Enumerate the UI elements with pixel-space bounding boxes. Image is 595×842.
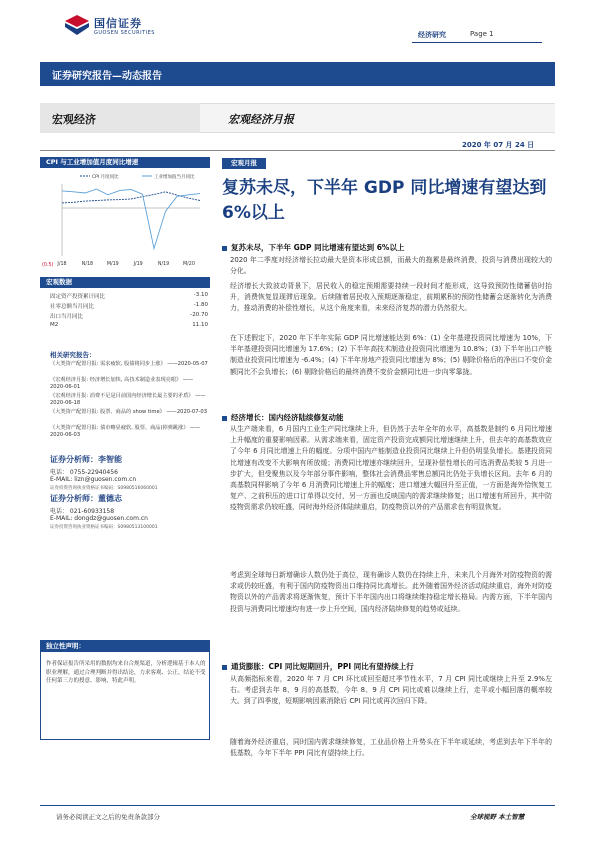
x-tick-label: N/19 [157,262,170,267]
macro-row: M2 11.10 [50,322,208,328]
related-report-item[interactable]: 《宏观经济月报: 消费不足是目前国内经济增长最主要的矛盾》 ——2020-06-18 [50,393,206,406]
section-1-paragraph-2: 经济增长大致波动背景下，居民收入的稳定预期需要持续一段时间才能形成，这导致预防性储蓄倍时抬升，消费恢复显现滞后现象。后续随着居民收入预期逐渐稳定，前期累积的预防性储蓄会逐渐转化为消费力，推动消费的补偿性增长，从这个角度来看，未来经济复苏的潜力仍然很大。 [230,282,552,313]
category-label: 宏观经济 [52,113,96,126]
cpi-industry-chart [40,170,210,268]
section-3-paragraph-1: 从高频指标来看，2020 年 7 月 CPI 环比或回至超过季节性水平，7 月 CPI 同比或继续上升至 2.9%左右。考虑到去年 8、9 月的高基数，今年 8、9 月 CPI 同比或难以继续上行，走平或小幅回落的概率较大。到了四季度，短期影响因素消除后 CPI 同比或再次回归下降。 [230,675,552,706]
bullet-square-icon [222,246,227,251]
bullet-square-icon [222,416,227,421]
chart-title-bar [40,157,210,168]
macro-row: 固定资产投资累计同比 -3.10 [50,292,208,300]
related-report-item[interactable]: 《大类资产配置月报: 股票、商品的 show time》 ——2020-07-03 [50,409,207,415]
logo-text-cn: 国信证券 [94,17,142,30]
report-tag: 宏观月报 [222,158,266,169]
macro-title-bar [40,277,210,288]
analyst-2-email[interactable]: E-MAIL: dongdz@guosen.com.cn [50,515,148,522]
related-report-item[interactable]: 《大类资产配置月报: 需求疲软, 股债将同步上涨》 ——2020-05-07 [50,361,208,367]
section-3-heading: 通货膨胀：CPI 同比短期回升，PPI 同比有望持续上行 [222,661,414,672]
guosen-logo-icon [64,14,90,36]
section-1-paragraph-1: 2020 年二季度对经济增长拉动最大是资本形成总额，而最大的拖累是最终消费，投资与消费出现较大的分化。 [230,256,552,276]
x-tick-label: J/19 [133,262,143,267]
independence-statement-text: 作者保证报告所采用的数据均来自合规渠道，分析逻辑基于本人的职业理解，通过合理判断并得出结论，力求客观、公正，结论不受任何第三方的授意、影响，特此声明。 [46,661,206,684]
series-line [62,189,200,248]
y-tick-label: (0.5) [42,263,54,268]
analyst-1-license: 证券投资咨询执业资格证书编码：S0980516060001 [50,486,158,491]
header-tag: 经济研究 [418,31,446,39]
macro-row: 出口当月同比 -20.70 [50,312,208,320]
report-date: 2020 年 07 月 24 日 [462,141,535,149]
date-rule [40,150,555,151]
related-report-item[interactable]: 《大类资产配置月报: 债市略显疲软, 股票、商品(掉弹跳涨》 ——2020-06-03 [50,425,201,438]
report-type-text: 证券研究报告—动态报告 [52,71,162,82]
section-2-paragraph-1: 从生产端来看，6 月国内工业生产同比继续上升，但仍然于去年全年的水平，高基数是制约 6 月同比增速上升幅度的重要影响因素。从需求端来看，固定资产投资完成额同比增速继续上升，但去年的高基数效应了今年 6 月同比增速上升的幅度。分项中国内产能制造业投资同比继续上升但仍明显负增长。基建投资同比增速有改变不大影响有所放缓；消费同比增速亦继续回升，呈现补偿性增长的可选消费品类较 5 月进一步扩大，但受聚焦以及今年部分事件影响，整体社会消费品零售总额同比仍处于负增长区间。去年 6 月的高基数同样影响了今年 6 月消费同比增速上升的幅度；进口增速大幅回升至正值，一方面是海外恰恢复工复产、之前积压的进口订单得以交付，另一方面也反映国内的需求继续修复；出口增速有所回升，其中防疫物资需求仍较旺盛，同时海外经济体陆续重启，防疫物资以外的产品需求也有明显恢复。 [230,425,552,512]
legend-label: 工业增加值当月同比 [154,175,195,180]
analyst-2-name: 证券分析师：董德志 [50,494,122,503]
footer-disclaimer: 请务必阅读正文之后的免责条款部分 [56,813,160,821]
macro-title: 宏观数据 [46,278,72,286]
footer-rule [40,805,555,806]
analyst-2-license: 证券投资咨询执业资格证书编码：S0980513100001 [50,525,158,530]
related-report-item[interactable]: 《宏观经济月报: 经济增长加快, 高技术制造业表现亮眼》 ——2020-06-01 [50,377,194,390]
footer-slogan: 全球视野 本土智慧 [470,813,525,821]
x-tick-label: J/18 [57,262,67,267]
page-number: Page 1 [470,30,494,38]
independence-statement-box [40,640,210,740]
section-2-heading: 经济增长：国内经济陆续修复动能 [222,412,344,423]
related-reports-heading: 相关研究报告： [50,351,96,359]
independence-statement-title: 独立性声明： [40,640,210,652]
report-series-label: 宏观经济月报 [228,113,294,126]
analyst-1-email[interactable]: E-MAIL: lizn@guosen.com.cn [50,476,137,483]
bullet-square-icon [222,665,227,670]
macro-row: 社零总额当月同比 -1.80 [50,302,208,310]
analyst-2-phone: 电话： 021-60933158 [50,508,115,515]
x-tick-label: M/20 [183,262,195,267]
legend-label: CPI 月度同比 [92,175,119,180]
chart-title: CPI 与工业增加值月度同比增速 [46,158,139,166]
page-title: 复苏未尽，下半年 GDP 同比增速有望达到 6%以上 [222,178,547,223]
section-1-paragraph-3: 在下述假定下，2020 年下半年实际 GDP 同比增速能达到 6%：(1) 全年基建投资同比增速为 10%，下半年基建投资同比增速为 17.6%；(2) 下半年高技术制造业投资同比增速为 10.8%；(3) 下半年出口产能制造业投资同比增速为 -6.4%；(4) 下半年房地产投资同比增速为 8%；(5) 剔除价格后的净出口不变价金额同比不会负增长；(6) 剔除价格后的最终消费不变价金额同比进一步向零靠拢。 [230,334,552,376]
analyst-1-name: 证券分析师：李智能 [50,455,122,464]
series-line [62,192,200,203]
x-tick-label: N/18 [81,262,94,267]
section-2-paragraph-2: 考虑到全球每日新增确诊人数仍处于高位，现有确诊人数仍在持续上升，未来几个月海外对防疫物资的需求或仍较旺盛，有利于国内防疫物资出口维持同比高增长。此外随着国外经济活动陆续重启，海外对防疫物资以外的产品需求将逐渐恢复，预计下半年国内出口将继续维持稳定增长格局。内需方面，下半年国内投资与消费同比增速均有进一步上升空间，国内经济陆续修复的趋势或延续。 [230,571,552,613]
x-tick-label: M/19 [106,262,119,267]
section-1-heading: 复苏未尽，下半年 GDP 同比增速有望达到 6%以上 [222,242,404,253]
analyst-1-phone: 电话： 0755-22940456 [50,469,118,476]
logo-text-en: GUOSEN SECURITIES [94,30,155,36]
section-3-paragraph-2: 随着海外经济重启，同时国内需求继续修复，工业品价格上升势头在下半年或延续，考虑到去年下半年的低基数，今年下半年 PPI 同比有望持续上行。 [230,738,552,758]
header-rule [412,42,542,43]
